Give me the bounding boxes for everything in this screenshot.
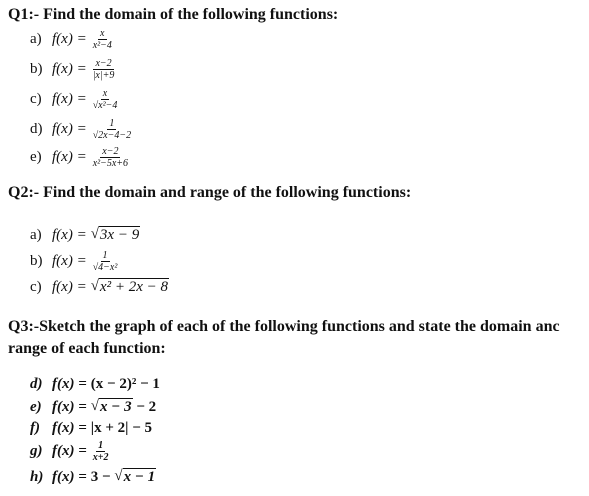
function-lhs: f(x) = [52,61,87,77]
function-lhs: f(x) = [52,149,87,165]
item-label: c) [30,278,42,295]
q1-item-d [30,118,133,141]
q3-item-d [30,376,160,393]
item-label: d) [30,121,43,137]
q3-title-line-2: range of each function: [8,340,166,357]
radical-sign-icon: √ [90,226,99,242]
function-rhs: |x + 2| − 5 [90,420,152,436]
radical-sign-icon: √ [90,398,100,414]
numerator: 1 [109,118,115,129]
function-lhs: f(x) = [52,278,87,295]
q1-item-b [30,58,116,81]
function-lhs: f(x) = [52,443,87,459]
item-label: e) [30,398,42,415]
function-tail: − 2 [132,398,157,415]
item-label: e) [30,149,42,165]
q2-item-c [30,278,169,296]
square-root [114,468,156,486]
item-label: a) [30,226,42,243]
radicand: x − 1 [123,469,156,485]
denominator: √2x−4−2 [92,130,132,141]
q1-title: Q1:- Find the domain of the following functions: [8,6,339,23]
denominator: √x²−4 [92,100,118,111]
denominator: x+2 [92,452,109,463]
radicand: 3x − 9 [99,227,140,243]
item-label: a) [30,31,42,47]
function-lhs: f(x) = [52,31,87,47]
q1-item-c [30,88,119,111]
numerator: x [100,28,105,39]
fraction [91,58,117,81]
denominator: x²−4 [92,40,112,51]
numerator: x−2 [102,146,119,157]
square-root [91,226,141,244]
fraction [91,118,133,141]
denominator: √4−x² [92,262,118,273]
radical-sign-icon: √ [114,468,123,484]
square-root [91,398,133,416]
q2-title: Q2:- Find the domain and range of the following functions: [8,184,412,201]
item-label: d) [30,376,43,392]
fraction [91,88,120,111]
item-label: b) [30,253,43,269]
function-lhs: f(x) = [52,91,87,107]
fraction [91,250,120,273]
square-root [91,278,169,296]
item-label: f) [30,420,40,436]
q3-item-e [30,398,156,416]
numerator: 1 [98,440,104,451]
numerator: x−2 [95,58,112,69]
denominator: x²−5x+6 [92,158,129,169]
q3-item-g [30,440,111,463]
q2-item-b [30,250,119,273]
q1-item-e [30,146,130,169]
q3-item-f [30,420,152,437]
function-lhs: f(x) = [52,376,87,392]
fraction [91,28,114,51]
function-lhs: f(x) = [52,121,87,137]
fraction [91,146,130,169]
function-lhs: f(x) = [52,468,87,485]
radical-sign-icon: √ [90,278,99,294]
item-label: g) [30,443,43,459]
q1-item-a [30,28,114,51]
q3-item-h [30,468,156,486]
denominator: |x|+9 [92,70,115,81]
radicand: x² + 2x − 8 [99,279,168,295]
function-lhs: f(x) = [52,420,87,436]
numerator: x [102,88,108,99]
q2-item-a [30,226,140,244]
item-label: c) [30,91,42,107]
q3-title-line-1: Q3:-Sketch the graph of each of the following functions and state the domain anc [8,318,560,335]
function-rhs: (x − 2)² − 1 [90,376,160,392]
function-lhs: f(x) = [52,398,87,415]
radicand: x − 3 [100,399,132,415]
numerator: 1 [102,250,108,261]
function-lhs: f(x) = [52,226,87,243]
function-prefix: 3 − [90,468,115,485]
item-label: b) [30,61,43,77]
fraction [91,440,111,463]
function-lhs: f(x) = [52,253,87,269]
item-label: h) [30,468,44,485]
